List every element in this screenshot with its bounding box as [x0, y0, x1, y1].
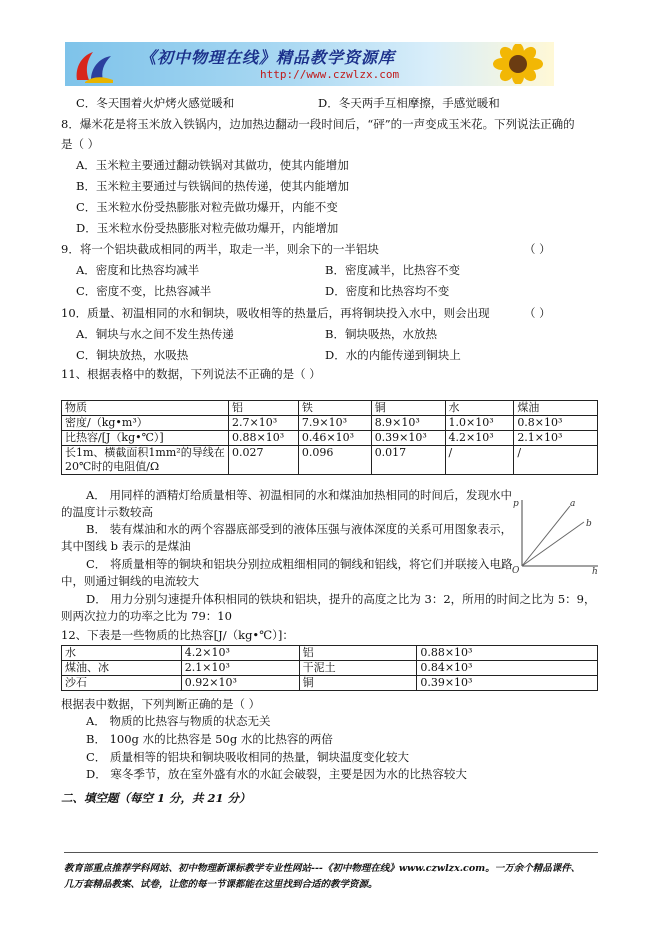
q9-option-a: A．密度和比热容均减半	[76, 263, 200, 277]
table-header-cell: 铁	[298, 401, 371, 416]
table-cell: /	[445, 446, 514, 475]
q8-option-a: A．玉米粒主要通过翻动铁锅对其做功，使其内能增加	[76, 158, 349, 172]
banner-title: 《初中物理在线》精品教学资源库	[140, 48, 396, 67]
table-cell: 煤油、冰	[62, 661, 182, 676]
q8-option-b: B．玉米粒主要通过与铁锅间的热传递，使其内能增加	[76, 179, 349, 193]
sunflower-icon	[488, 44, 548, 84]
table-cell: 0.92×10³	[181, 676, 299, 691]
table-cell: 8.9×10³	[371, 416, 445, 431]
table-cell: 0.84×10³	[417, 661, 598, 676]
q9-option-c: C．密度不变，比热容减半	[76, 284, 212, 298]
table-cell: 比热容/[J（kg•℃）]	[62, 431, 229, 446]
q10-option-d: D．水的内能传递到铜块上	[325, 348, 461, 362]
table-cell-line: 20℃时的电阻值/Ω	[65, 460, 160, 473]
table-cell: 干泥土	[299, 661, 417, 676]
table-cell: 7.9×10³	[298, 416, 371, 431]
footer-line1: 教育部重点推荐学科网站、初中物理新课标教学专业性网站---《初中物理在线》www.czwlzx.com。一万余个精品课件、	[64, 863, 581, 874]
table-cell: 0.027	[228, 446, 298, 475]
graph-label-a: a	[570, 499, 576, 509]
table-row	[62, 661, 598, 676]
q8-option-c: C．玉米粒水份受热膨胀对粒壳做功爆开，内能不变	[76, 200, 338, 214]
q8-stem-line1: 8．爆米花是将玉米放入铁锅内，边加热边翻动一段时间后，“砰”的一声变成玉米花。下列说法正确的	[61, 117, 575, 131]
table-cell: 0.8×10³	[514, 416, 598, 431]
table-cell: 铝	[299, 646, 417, 661]
q9-option-b: B．密度减半，比热容不变	[325, 263, 460, 277]
table-cell: 0.096	[298, 446, 371, 475]
q11-option-c-line1: C． 将质量相等的铜块和铝块分别拉成粗细相同的铜线和铝线，将它们并联接入电路	[86, 557, 513, 571]
graph-label-origin: O	[512, 566, 520, 574]
q9-answer-bracket: （ ）	[524, 242, 551, 256]
q11-option-c-line2: 中，则通过铜线的电流较大	[61, 574, 199, 588]
q12-option-a: A． 物质的比热容与物质的状态无关	[86, 714, 271, 728]
table-cell: 2.1×10³	[181, 661, 299, 676]
q11-option-b-line2: 其中图线 b 表示的是煤油	[61, 539, 191, 553]
table-cell: 水	[62, 646, 182, 661]
table-cell: 0.39×10³	[371, 431, 445, 446]
table-cell: 4.2×10³	[181, 646, 299, 661]
q7-option-d: D．冬天两手互相摩擦，手感觉暖和	[318, 96, 500, 110]
q10-answer-bracket: （ ）	[524, 306, 551, 320]
q11-option-d-line2: 则两次拉力的功率之比为 79：10	[61, 609, 232, 623]
q11-data-table	[61, 400, 598, 475]
table-row	[62, 646, 598, 661]
table-cell: 0.017	[371, 446, 445, 475]
q12-option-b: B． 100g 水的比热容是 50g 水的比热容的两倍	[86, 732, 333, 746]
banner-url[interactable]: http://www.czwlzx.com	[260, 68, 400, 81]
pressure-depth-graph	[512, 494, 602, 574]
table-cell: 0.39×10³	[417, 676, 598, 691]
table-row	[62, 446, 598, 475]
q10-option-a: A．铜块与水之间不发生热传递	[76, 327, 234, 341]
table-cell: 4.2×10³	[445, 431, 514, 446]
q9-option-d: D．密度和比热容均不变	[325, 284, 450, 298]
table-header-cell: 铝	[228, 401, 298, 416]
q8-option-d: D．玉米粒水份受热膨胀对粒壳做功爆开，内能增加	[76, 221, 339, 235]
table-row	[62, 431, 598, 446]
table-row	[62, 676, 598, 691]
q10-option-b: B．铜块吸热，水放热	[325, 327, 437, 341]
table-cell: 铜	[299, 676, 417, 691]
q7-option-c: C．冬天围着火炉烤火感觉暖和	[76, 96, 235, 110]
table-cell	[62, 446, 229, 475]
q10-stem: 10．质量、初温相同的水和铜块，吸收相等的热量后，再将铜块投入水中，则会出现	[61, 306, 490, 320]
table-row	[62, 401, 598, 416]
footer-line2: 几万套精品教案、试卷，让您的每一节课都能在这里找到合适的教学资源。	[64, 879, 378, 890]
site-banner	[65, 42, 554, 86]
q11-option-a-line1: A． 用同样的酒精灯给质量相等、初温相同的水和煤油加热相同的时间后，发现水中	[86, 488, 512, 502]
q12-option-d: D． 寒冬季节，放在室外盛有水的水缸会破裂，主要是因为水的比热容较大	[86, 767, 467, 781]
table-cell: 密度/（kg•m³）	[62, 416, 229, 431]
q11-option-a-line2: 的温度计示数较高	[61, 505, 153, 519]
table-cell: 0.88×10³	[417, 646, 598, 661]
table-cell-line: 长1m、横截面积1mm²的导线在	[65, 446, 225, 459]
graph-line-a	[522, 506, 570, 566]
table-row	[62, 416, 598, 431]
q10-option-c: C．铜块放热，水吸热	[76, 348, 189, 362]
table-header-cell: 物质	[62, 401, 229, 416]
footer-divider	[64, 852, 598, 853]
table-header-cell: 水	[445, 401, 514, 416]
q11-option-b-line1: B． 装有煤油和水的两个容器底部受到的液体压强与液体深度的关系可用图象表示，	[86, 522, 513, 536]
q11-stem: 11、根据表格中的数据，下列说法不正确的是（ ）	[61, 367, 321, 381]
table-cell: 0.46×10³	[298, 431, 371, 446]
graph-label-h: h	[592, 567, 598, 574]
table-header-cell: 煤油	[514, 401, 598, 416]
table-header-cell: 铜	[371, 401, 445, 416]
graph-label-b: b	[586, 519, 592, 529]
q12-lead: 根据表中数据，下列判断正确的是（ ）	[61, 697, 261, 711]
graph-label-p: p	[513, 499, 519, 509]
q9-stem: 9．将一个铝块截成相同的两半，取走一半，则余下的一半铝块	[61, 242, 379, 256]
q12-specific-heat-table	[61, 645, 598, 691]
graph-line-b	[522, 522, 584, 566]
q11-option-d-line1: D． 用力分别匀速提升体积相同的铁块和铝块，提升的高度之比为 3：2，所用的时间之比为 5：9，	[86, 592, 596, 606]
q8-stem-line2: 是（ ）	[61, 137, 100, 151]
q12-stem: 12、下表是一些物质的比热容[J/（kg•℃）]：	[61, 628, 294, 642]
site-logo-icon	[71, 46, 117, 84]
table-cell: 0.88×10³	[228, 431, 298, 446]
table-cell: 1.0×10³	[445, 416, 514, 431]
table-cell: /	[514, 446, 598, 475]
section-2-heading: 二、填空题（每空 1 分，共 21 分）	[61, 791, 251, 805]
table-cell: 2.7×10³	[228, 416, 298, 431]
q12-option-c: C． 质量相等的铝块和铜块吸收相同的热量，铜块温度变化较大	[86, 750, 409, 764]
table-cell: 沙石	[62, 676, 182, 691]
table-cell: 2.1×10³	[514, 431, 598, 446]
